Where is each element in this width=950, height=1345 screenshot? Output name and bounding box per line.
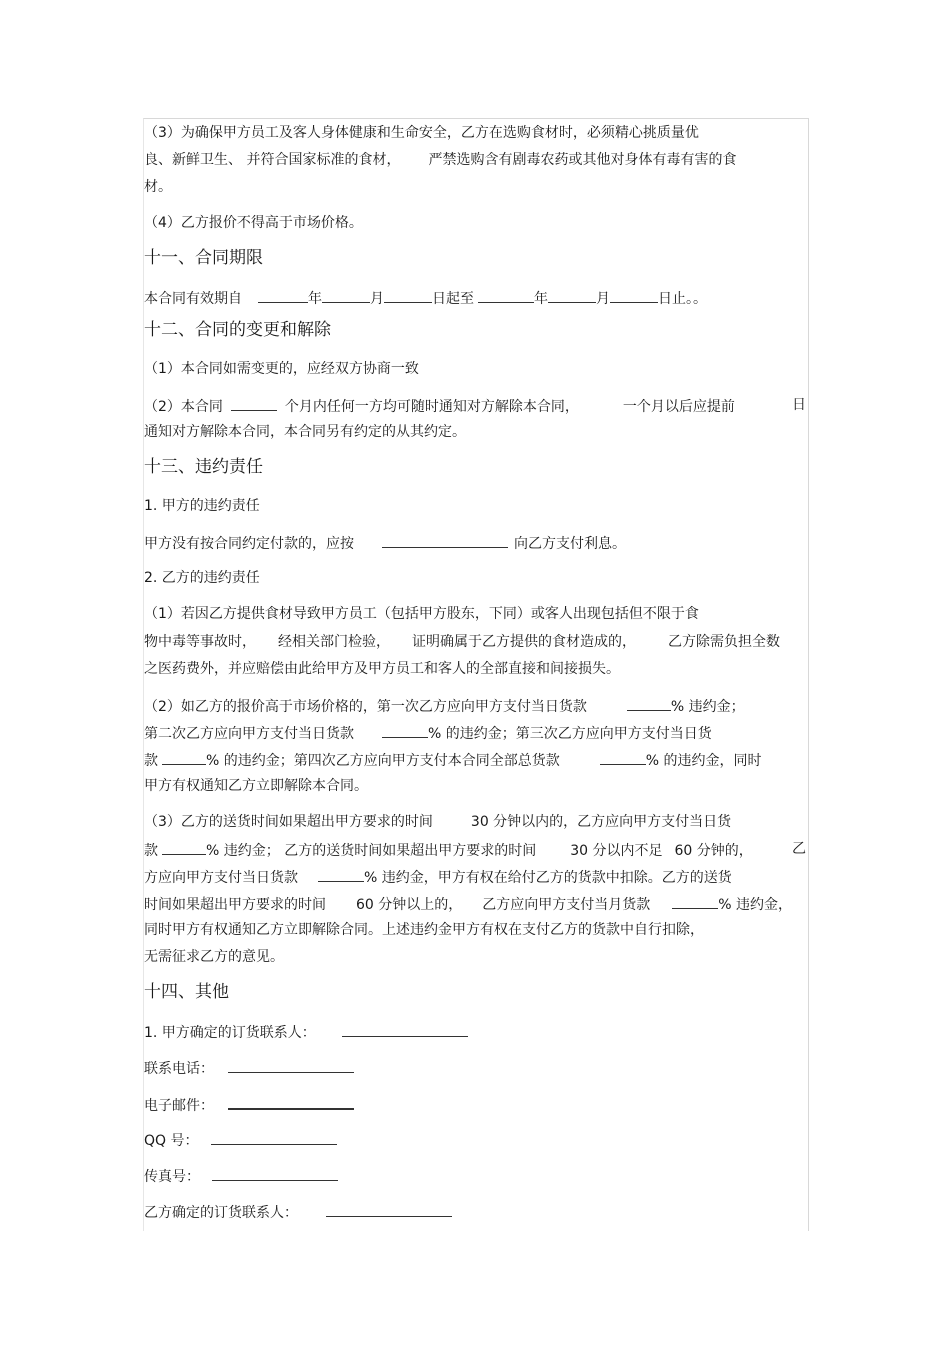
clause-13-b2-line-2 bbox=[144, 723, 712, 743]
clause-13-b1-line-3: 之医药费外，并应赔偿由此给甲方及甲方员工和客人的全部直接和间接损失。 bbox=[144, 661, 620, 677]
clause-12-2b: 个月内任何一方均可随时通知对方解除本合同， bbox=[284, 399, 579, 415]
start-month-blank[interactable] bbox=[322, 288, 370, 303]
clause-13-b3-line-3 bbox=[144, 867, 732, 887]
clause-13-b3-1b: 30 分钟以内的，乙方应向甲方支付当日货 bbox=[470, 814, 732, 830]
clause-13-b2-3b: % 的违约金；第四次乙方应向甲方支付本合同全部总货款 bbox=[206, 753, 560, 769]
clause-13-b2-2a: 第二次乙方应向甲方支付当日货款 bbox=[144, 726, 354, 742]
clause-13-b1-line-1: （1）若因乙方提供食材导致甲方员工（包括甲方股东，下同）或客人出现包括但不限于食 bbox=[144, 606, 699, 622]
clause-12-2c: 一个月以后应提前 bbox=[622, 399, 735, 415]
clause-13-b3-line-2 bbox=[144, 840, 753, 860]
clause-4: （4）乙方报价不得高于市场价格。 bbox=[144, 215, 363, 231]
delay-30-penalty-blank[interactable] bbox=[162, 840, 206, 855]
clause-12-2-line-2: 通知对方解除本合同，本合同另有约定的从其约定。 bbox=[144, 424, 466, 440]
months-blank[interactable] bbox=[231, 396, 277, 411]
clause-13-b3-3b: % 违约金，甲方有权在给付乙方的货款中扣除。乙方的送货 bbox=[364, 870, 732, 886]
clause-13-b2-3a: 款 bbox=[144, 753, 158, 769]
fax-row bbox=[144, 1166, 338, 1186]
section-14-heading: 十四、其他 bbox=[144, 982, 229, 1002]
month-label-1: 月 bbox=[370, 291, 384, 307]
clause-13-b3-2c: 30 分以内不足 bbox=[570, 843, 663, 859]
clause-13-b3-line-1 bbox=[144, 813, 731, 831]
party-a-liability-text-a: 甲方没有按合同约定付款的，应按 bbox=[144, 536, 354, 552]
qq-row bbox=[144, 1130, 337, 1150]
clause-13-b3-4d: % 违约金， bbox=[718, 897, 793, 913]
party-b-liability-title: 2. 乙方的违约责任 bbox=[144, 570, 260, 586]
email-field[interactable] bbox=[228, 1094, 354, 1110]
end-day-blank[interactable] bbox=[610, 288, 658, 303]
party-a-liability-title: 1. 甲方的违约责任 bbox=[144, 498, 260, 514]
party-a-contact-row bbox=[144, 1022, 468, 1042]
party-a-liability-text bbox=[144, 533, 626, 553]
fourth-penalty-blank[interactable] bbox=[600, 750, 646, 765]
document-page bbox=[143, 118, 809, 1231]
clause-13-b3-4a: 时间如果超出甲方要求的时间 bbox=[144, 897, 326, 913]
party-b-contact-row bbox=[144, 1202, 452, 1222]
fax-label: 传真号： bbox=[144, 1169, 200, 1185]
clause-13-b2-1b: % 违约金； bbox=[670, 699, 745, 715]
term-end-label: 日止。。 bbox=[658, 291, 707, 307]
contract-term-line bbox=[144, 288, 707, 308]
clause-13-b3-line-6: 无需征求乙方的意见。 bbox=[144, 949, 284, 965]
email-row bbox=[144, 1094, 354, 1115]
clause-13-b2-line-3 bbox=[144, 750, 762, 770]
end-year-blank[interactable] bbox=[478, 288, 534, 303]
clause-13-b1-2a: 物中毒等事故时， bbox=[144, 634, 256, 650]
clause-13-b3-2d: 60 分钟的， bbox=[674, 843, 753, 859]
year-label-1: 年 bbox=[308, 291, 322, 307]
party-a-contact-field[interactable] bbox=[342, 1022, 468, 1037]
phone-row bbox=[144, 1058, 354, 1078]
section-13-heading: 十三、违约责任 bbox=[144, 457, 263, 477]
email-label: 电子邮件： bbox=[144, 1098, 214, 1114]
section-11-heading: 十一、合同期限 bbox=[144, 248, 263, 268]
clause-13-b3-2a: 款 bbox=[144, 843, 158, 859]
clause-3-line-2 bbox=[144, 151, 736, 169]
clause-3-line-3: 材。 bbox=[144, 179, 172, 195]
first-penalty-blank[interactable] bbox=[627, 696, 671, 711]
clause-13-b2-1a: （2）如乙方的报价高于市场价格的，第一次乙方应向甲方支付当日货款 bbox=[144, 699, 587, 715]
phone-field[interactable] bbox=[228, 1058, 354, 1073]
clause-13-b3-3a: 方应向甲方支付当日货款 bbox=[144, 870, 298, 886]
clause-12-2-line-1 bbox=[144, 396, 735, 416]
clause-12-1: （1）本合同如需变更的，应经双方协商一致 bbox=[144, 361, 419, 377]
clause-3-line-2b: 严禁选购含有剧毒农药或其他对身体有毒有害的食 bbox=[428, 152, 737, 168]
end-month-blank[interactable] bbox=[548, 288, 596, 303]
clause-13-b3-4c: 乙方应向甲方支付当月货款 bbox=[482, 897, 651, 913]
clause-13-b2-2b: % 的违约金；第三次乙方应向甲方支付当日货 bbox=[428, 726, 712, 742]
day-label-1: 日起至 bbox=[432, 291, 474, 307]
party-a-contact-label: 1. 甲方确定的订货联系人： bbox=[144, 1025, 316, 1041]
fax-field[interactable] bbox=[212, 1166, 338, 1181]
phone-label: 联系电话： bbox=[144, 1061, 214, 1077]
clause-13-b3-2e: 乙 bbox=[792, 841, 806, 857]
clause-12-2a: （2）本合同 bbox=[144, 399, 223, 415]
delay-30-60-penalty-blank[interactable] bbox=[318, 867, 364, 882]
second-penalty-blank[interactable] bbox=[382, 723, 428, 738]
clause-13-b3-4b: 60 分钟以上的， bbox=[356, 897, 463, 913]
clause-13-b3-line-5: 同时甲方有权通知乙方立即解除合同。上述违约金甲方有权在支付乙方的货款中自行扣除， bbox=[144, 922, 704, 938]
qq-label: QQ 号： bbox=[144, 1133, 199, 1149]
start-day-blank[interactable] bbox=[384, 288, 432, 303]
clause-13-b1-line-2 bbox=[144, 633, 780, 651]
clause-13-b3-2b: % 违约金； 乙方的送货时间如果超出甲方要求的时间 bbox=[206, 843, 537, 859]
clause-13-b3-1a: （3）乙方的送货时间如果超出甲方要求的时间 bbox=[144, 814, 433, 830]
qq-field[interactable] bbox=[211, 1130, 337, 1145]
term-start-label: 本合同有效期自 bbox=[144, 291, 242, 307]
year-label-2: 年 bbox=[534, 291, 548, 307]
party-b-contact-label: 乙方确定的订货联系人： bbox=[144, 1205, 298, 1221]
clause-13-b1-2b: 经相关部门检验， bbox=[278, 634, 390, 650]
delay-60-penalty-blank[interactable] bbox=[672, 894, 718, 909]
section-12-heading: 十二、合同的变更和解除 bbox=[144, 320, 331, 340]
clause-13-b1-2d: 乙方除需负担全数 bbox=[668, 634, 780, 650]
party-b-contact-field[interactable] bbox=[326, 1202, 452, 1217]
clause-13-b2-line-1 bbox=[144, 696, 745, 716]
month-label-2: 月 bbox=[596, 291, 610, 307]
clause-13-b1-2c: 证明确属于乙方提供的食材造成的， bbox=[412, 634, 636, 650]
third-penalty-blank[interactable] bbox=[162, 750, 206, 765]
clause-3-line-2a: 良、新鲜卫生、 并符合国家标准的食材， bbox=[144, 152, 401, 168]
clause-13-b2-3c: % 的违约金，同时 bbox=[645, 753, 762, 769]
clause-3-line-1: （3）为确保甲方员工及客人身体健康和生命安全，乙方在选购食材时，必须精心挑质量优 bbox=[144, 125, 699, 141]
clause-13-b3-line-4 bbox=[144, 894, 792, 914]
interest-basis-blank[interactable] bbox=[382, 533, 508, 548]
clause-12-2d: 日 bbox=[792, 397, 806, 413]
clause-13-b2-line-4: 甲方有权通知乙方立即解除本合同。 bbox=[144, 778, 368, 794]
party-a-liability-text-b: 向乙方支付利息。 bbox=[514, 536, 626, 552]
start-year-blank[interactable] bbox=[258, 288, 308, 303]
